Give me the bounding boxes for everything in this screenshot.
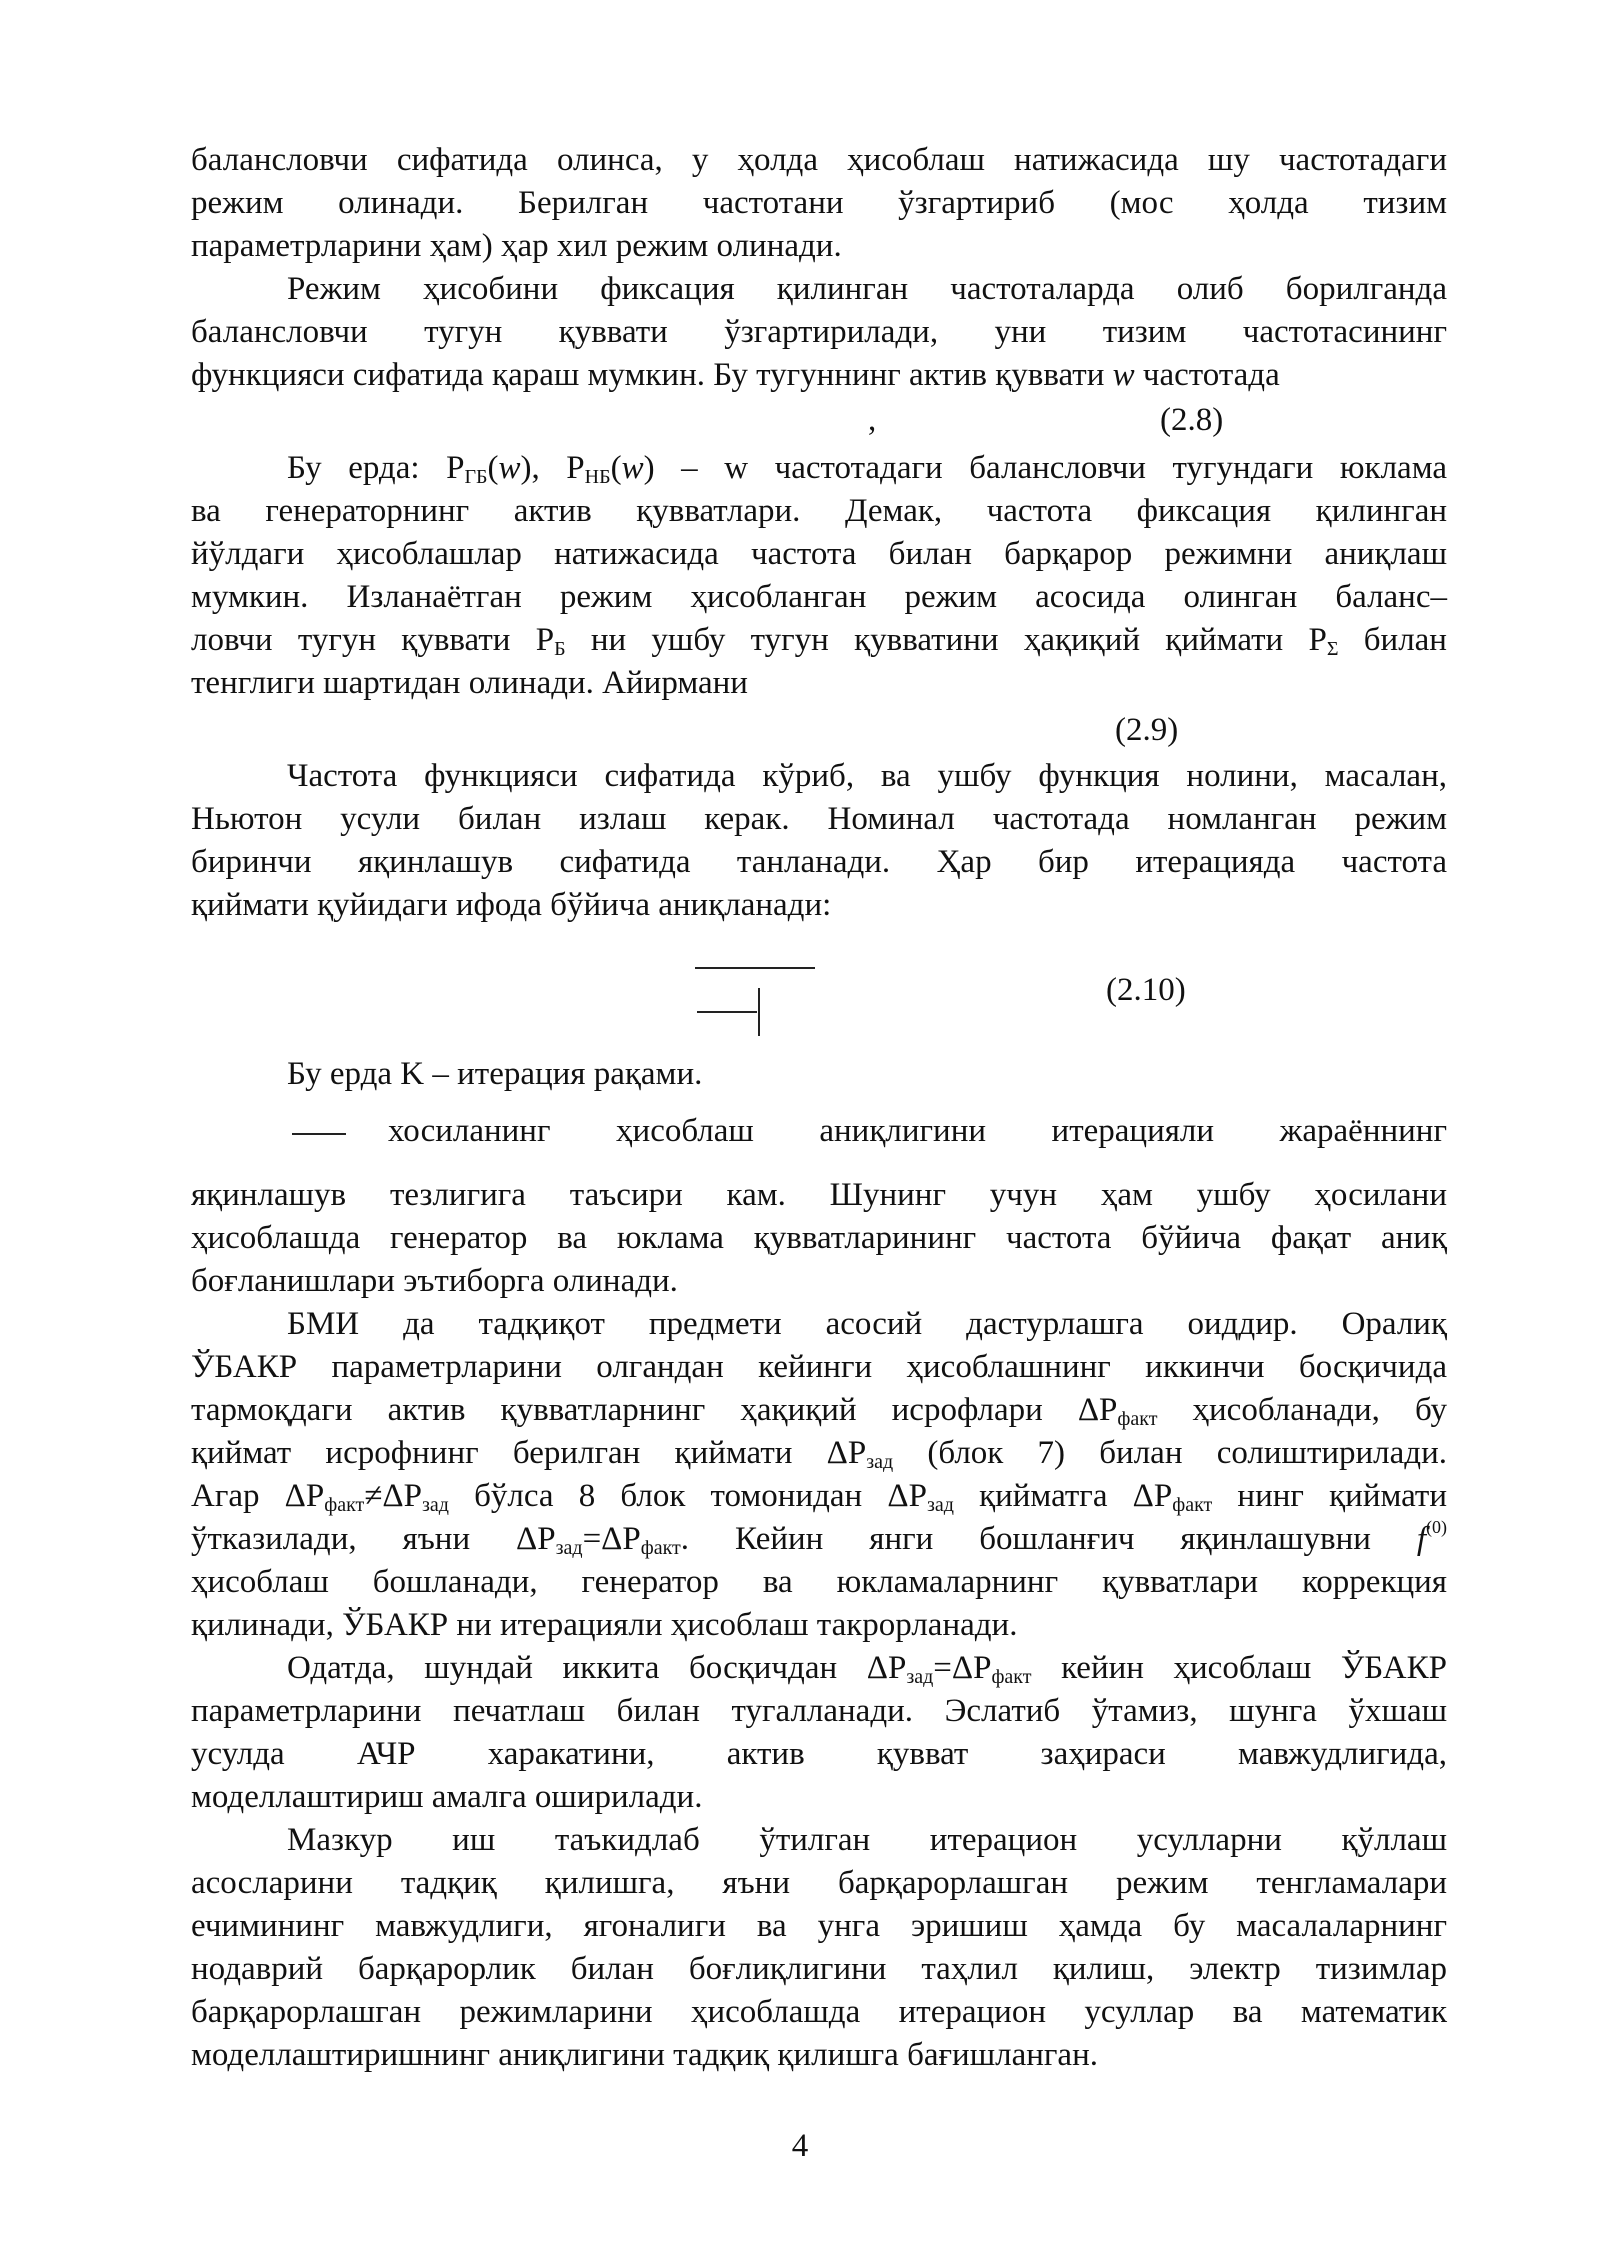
text-line: қиймат исрофнинг берилган қиймати $\Delta P_{зад}$ (блок 7) билан солиштирилади. <box>191 1435 1447 1473</box>
equation-number: (2.9) <box>1115 712 1179 748</box>
text-line: яқинлашув тезлигига таъсири кам. Шунинг учун ҳам ушбу ҳосилани <box>191 1177 1447 1213</box>
text-line: ҳисоблашда генератор ва юклама қувватларининг частота бўйича фақат аниқ <box>191 1220 1447 1256</box>
text-line: қилинади, ЎБАКР ни итерацияли ҳисоблаш такрорланади. <box>191 1607 1018 1643</box>
text-line: ҳисоблаш бошланади, генератор ва юкламаларнинг қувватлари коррекция <box>191 1564 1447 1600</box>
text-line: асосларини тадқиқ қилишга, яъни барқарорлашган режим тенгламалари <box>191 1865 1447 1901</box>
text-line: қиймати қуйидаги ифода бўйича аниқланади: <box>191 887 832 923</box>
text-line: Частота функцияси сифатида кўриб, ва ушбу функция нолини, масалан, <box>287 758 1447 794</box>
text-line: моделлаштириш амалга оширилади. <box>191 1779 703 1815</box>
text-line: БМИ да тадқиқот предмети асосий дастурлашга оиддир. Оралиқ <box>287 1306 1447 1342</box>
text-line: Бу ерда K – итерация рақами. <box>287 1056 703 1092</box>
page-number: 4 <box>791 2128 809 2164</box>
text-line: Агар $\Delta P_{факт}\ne\Delta P_{зад}$ бўлса 8 блок томонидан $\Delta P_{зад}$ қийматга $\Delta P_{факт}$ нинг қиймати <box>191 1478 1448 1516</box>
text-line: Бу ерда: $P_{ГБ}(w)$, $P_{НБ}(w)$ – w частотадаги балансловчи тугундаги юклама <box>287 450 1448 488</box>
text-line: тенглиги шартидан олинади. Айирмани <box>191 665 748 701</box>
text-line: моделлаштиришнинг аниқлигини тадқиқ қилишга бағишланган. <box>191 2037 1098 2073</box>
text-line: функцияси сифатида қараш мумкин. Бу тугуннинг актив қуввати w частотада <box>191 357 1280 393</box>
text-line: тармоқдаги актив қувватларнинг ҳақиқий исрофлари $\Delta P_{факт}$ ҳисобланади, бу <box>191 1392 1447 1430</box>
text-line: ва генераторнинг актив қувватлари. Демак, частота фиксация қилинган <box>191 493 1447 529</box>
text-line: балансловчи сифатида олинса, у ҳолда ҳисоблаш натижасида шу частотадаги <box>191 142 1447 178</box>
text-line: ЎБАКР параметрларини олгандан кейинги ҳисоблашнинг иккинчи босқичида <box>191 1349 1447 1385</box>
text-line: Одатда, шундай иккита босқичдан $\Delta P_{зад}=\Delta P_{факт}$ кейин ҳисоблаш ЎБАКР <box>287 1650 1447 1688</box>
text-line: ўтказилади, яъни $\Delta P_{зад}=\Delta P_{факт}$. Кейин янги бошланғич яқинлашувни $f^{(0)}$ <box>191 1517 1447 1559</box>
text-line: балансловчи тугун қуввати ўзгартирилади, уни тизим частотасининг <box>191 314 1447 350</box>
text-line: нодаврий барқарорлик билан боғлиқлигини таҳлил қилиш, электр тизимлар <box>191 1951 1447 1987</box>
text-line: барқарорлашган режимларини ҳисоблашда итерацион усуллар ва математик <box>191 1994 1447 2030</box>
text-line: йўлдаги ҳисоблашлар натижасида частота билан барқарор режимни аниқлаш <box>191 536 1447 572</box>
text-line: усулда АЧР харакатини, актив қувват заҳираси мавжудлигида, <box>191 1736 1447 1772</box>
text-line: режим олинади. Берилган частотани ўзгартириб (мос ҳолда тизим <box>191 185 1447 221</box>
text-line: ечимининг мавжудлиги, ягоналиги ва унга эришиш ҳамда бу масалаларнинг <box>191 1908 1447 1944</box>
text-line: боғланишлари эътиборга олинади. <box>191 1263 678 1299</box>
text-line: параметрларини ҳам) ҳар хил режим олинади. <box>191 228 842 264</box>
formula-fraction-bar <box>292 1133 346 1135</box>
equation-number: (2.8) <box>1160 402 1224 438</box>
equation-number: (2.10) <box>1106 972 1186 1008</box>
text-line: параметрларини печатлаш билан тугалланади. Эслатиб ўтамиз, шунга ўхшаш <box>191 1693 1447 1729</box>
text-line: мумкин. Изланаётган режим ҳисобланган режим асосида олинган баланс– <box>191 579 1447 615</box>
text-line: Ньютон усули билан излаш керак. Номинал частотада номланган режим <box>191 801 1447 837</box>
formula-bar <box>758 988 760 1036</box>
text-line: ловчи тугун қуввати $P_Б$ ни ушбу тугун қувватини ҳақиқий қиймати $P_\Sigma$ билан <box>191 622 1447 660</box>
formula-fraction-bar <box>697 1011 757 1013</box>
formula-comma: , <box>868 402 877 438</box>
text-line: хосиланинг ҳисоблаш аниқлигини итерацияли жараённинг <box>388 1113 1447 1149</box>
formula-fraction-bar <box>695 967 815 969</box>
text-line: Режим ҳисобини фиксация қилинган частоталарда олиб борилганда <box>287 271 1447 307</box>
text-line: Мазкур иш таъкидлаб ўтилган итерацион усулларни қўллаш <box>287 1822 1447 1858</box>
text-line: биринчи яқинлашув сифатида танланади. Ҳар бир итерацияда частота <box>191 844 1447 880</box>
